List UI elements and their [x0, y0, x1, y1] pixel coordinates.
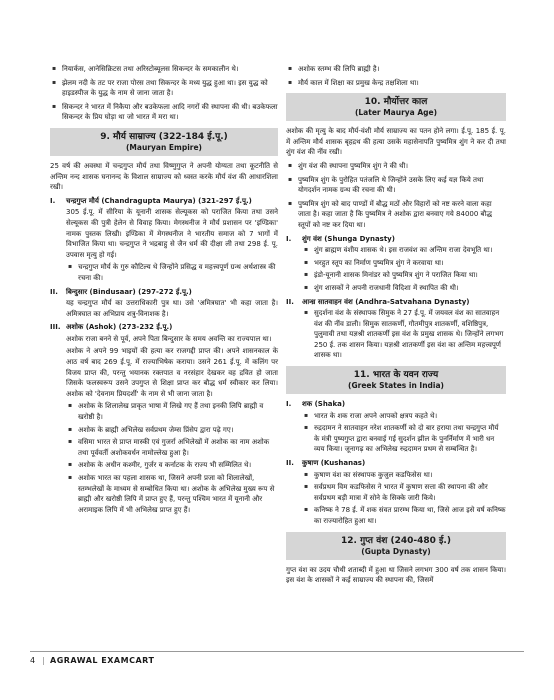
item-heading: शुंग वंश (Shunga Dynasty) — [302, 234, 395, 243]
item-number: II. — [286, 459, 294, 468]
list-item: ▪ झेलम नदी के तट पर राजा पोरस तथा सिकन्दर के मध्य युद्ध हुआ था। इस युद्ध को हाइडस्पीज के युद्ध के नाम से जाना जाता है। — [50, 78, 278, 99]
item-body — [286, 470, 506, 527]
item-number: I. — [50, 196, 56, 205]
numbered-heading — [50, 287, 278, 298]
section-subtitle: (Mauryan Empire) — [126, 142, 202, 152]
list-item: ▪ सर्वप्रथम विम कडफिसेस ने भारत में कुषाण सत्ता की स्थापना की और सर्वप्रथम बड़ी मात्रा में सोने के सिक्के जारी किये। — [302, 482, 506, 503]
numbered-heading — [50, 196, 278, 207]
numbered-heading — [286, 234, 506, 245]
item-heading: चन्द्रगुप्त मौर्य (Chandragupta Maurya) (321-297 ई.पू.) — [66, 196, 252, 205]
item-number: II. — [286, 297, 294, 306]
item-body — [286, 308, 506, 361]
section-subtitle: (Gupta Dynasty) — [361, 546, 431, 556]
item-body — [286, 411, 506, 455]
item-number: I. — [286, 400, 292, 409]
list-item: ▪ अशोक के ब्राह्मी अभिलेख सर्वप्रथम जेम्स प्रिंसेप द्वारा पढ़े गए। — [66, 425, 278, 436]
list-item: ▪ पुष्यमित्र शुंग के पुरोहित पतंजलि थे जिन्होंने उसके लिए कई यज्ञ किये तथा योगदर्शन नामक ग्रन्थ की रचना की थी। — [286, 175, 506, 196]
footer-divider: | — [42, 656, 45, 665]
paragraph: अशोक राजा बनने से पूर्व, अपने पिता बिन्दुसार के समय अवन्ति का राज्यपाल था। — [66, 334, 272, 343]
item-heading: बिन्दुसार (Bindusaar) (297-272 ई.पू.) — [66, 287, 192, 296]
list-item: ▪ शुंग वंश की स्थापना पुष्यमित्र शुंग ने की थी। — [286, 161, 506, 172]
paragraph: गुप्त वंश का उदय चौथी शताब्दी में हुआ था जिसने लगभग 300 वर्ष तक शासन किया। इस वंश के शासकों ने कई साम्राज्य की स्थापना की, जिसमें — [286, 565, 506, 585]
section-heading-11 — [286, 366, 506, 394]
section-subtitle: (Later Maurya Age) — [354, 108, 438, 118]
list-item: ▪ अशोक के शिलालेख प्राकृत भाषा में लिखे गए हैं तथा इनकी लिपि ब्राह्मी व खरोष्ठी है। — [66, 401, 278, 422]
list-item: ▪ कनिष्क ने 78 ई. में शक संवत प्रारम्भ किया था, जिसे आज इसे वर्ष कनिष्क का राज्यारोहित हुआ था। — [302, 505, 506, 526]
section-title: 9. मौर्य साम्राज्य (322-184 ई.पू.) — [100, 131, 228, 142]
numbered-heading — [286, 458, 506, 469]
list-item: ▪ सिकन्दर ने भारत में निकैया और बउकेफला आदि नगरों की स्थापना की थी। बउकेफला सिकन्दर के प्रिय घोड़ा था जो भारत में मरा था। — [50, 102, 278, 123]
list-item: ▪ चन्द्रगुप्त मौर्य के गुरु कौटिल्य थे जिन्होंने प्रसिद्ध व महत्त्वपूर्ण ग्रन्थ अर्थशास्त्र की रचना की। — [66, 262, 278, 283]
list-item: ▪ शुंग शासकों ने अपनी राजधानी विदिशा में स्थापित की थी। — [302, 283, 506, 294]
paragraph: यह चन्द्रगुप्त मौर्य का उत्तराधिकारी पुत्र था। उसे 'अमित्रघात' भी कहा जाता है। अमित्रघात का अभिप्राय शत्रु-विनाशक है। — [66, 299, 278, 318]
item-heading: शक (Shaka) — [302, 400, 346, 409]
list-item: ▪ भारत के शक राजा अपने आपको क्षत्रप कहते थे। — [302, 411, 506, 422]
list-item: ▪ अशोक भारत का पहला शासक था, जिसने अपनी प्रजा को शिलालेखों, स्तम्भलेखों के माध्यम से सम्बोधित किया था। अशोक के अभिलेख मुख्य रूप से ब्राह्मी और खरोष्ठी लिपि में प्राप्त हुए हैं, परन्तु पश्चिम भारत में यूनानी और अरामाइक लिपि में भी अभिलेख प्राप्त हुए हैं। — [66, 473, 278, 515]
list-item: ▪ नियार्कस, आनेसिक्रिटस तथा अरिस्टोब्यूलस सिकन्दर के समकालीन थे। — [50, 64, 278, 75]
right-column — [286, 64, 506, 589]
intro-paragraph: अशोक की मृत्यु के बाद मौर्य-वंशी मौर्य साम्राज्य का पतन होने लगा। ई.पू. 185 ई. पू. में अन्तिम मौर्य शासक बृहद्रथ की हत्या उसके महासेनापति पुष्यमित्र शुंग ने कर दी तथा शुंग वंश की नींव रखी। — [286, 127, 506, 157]
list-item: ▪ शुंग ब्राह्मण वंशीय शासक थे। इस राजवंश का अन्तिम राजा देवभूति था। — [302, 245, 506, 256]
section-title: 11. भारत के यवन राज्य — [353, 370, 439, 381]
item-number: I. — [286, 234, 292, 243]
list-item: ▪ मौर्य काल में शिक्षा का प्रमुख केन्द्र तक्षशिला था। — [286, 78, 506, 89]
section-heading-12 — [286, 532, 506, 560]
page-footer — [30, 651, 524, 666]
item-body — [50, 334, 278, 516]
list-item: ▪ पुष्यमित्र शुंग को बाद पाण्डों में बौद्ध मठों और विहारों को नष्ट करने वाला कहा जाता है। कहा जाता है कि पुष्यमित्र ने अशोक द्वारा बनवाए गये 84000 बौद्ध स्तूपों को नष्ट कर दिया था। — [286, 199, 506, 231]
section-title: 10. मौर्योत्तर काल — [364, 97, 428, 108]
numbered-heading — [50, 322, 278, 333]
intro-paragraph: 25 वर्ष की अवस्था में चन्द्रगुप्त मौर्य तथा विष्णुगुप्त ने अपनी योग्यता तथा कूटनीति से अन्तिम नन्द शासक घनानन्द के विशाल साम्राज्य को ध्वस्त करके मौर्य वंश की आधारशिला रखी। — [50, 161, 278, 192]
item-heading: अशोक (Ashok) (273-232 ई.पू.) — [66, 323, 173, 332]
item-body — [50, 207, 278, 283]
list-item: ▪ अशोक के अधीन कश्मीर, गुर्जर व कर्नाटक के राज्य भी सम्मिलित थे। — [66, 460, 278, 471]
left-column — [50, 64, 278, 517]
page-number: 4 — [30, 656, 36, 665]
section-heading-10 — [286, 93, 506, 121]
list-item: ▪ वसिमा भारत से प्राप्त मास्की एवं गुजर्रा अभिलेखों में अशोक का नाम अशोक तथा पूर्ववर्ती अशोकवर्धन नामोल्लेख हुआ है। — [66, 437, 278, 458]
item-heading: आन्ध्र सातवाहन वंश (Andhra-Satvahana Dynasty) — [302, 297, 470, 306]
section-title: 12. गुप्त वंश (240-480 ई.) — [341, 535, 451, 546]
item-heading: कुषाण (Kushanas) — [302, 459, 366, 468]
section-subtitle: (Greek States in India) — [348, 381, 444, 391]
list-item: ▪ सुदर्शना वंश के संस्थापक सिमुक ने 27 ई.पू. में जयवल वंश का सातवाहन वंश की नींव डाली। सिमुक सातकर्णी, गौतमीपुत्र शातकर्णी, वशिष्ठिपुत्र, पुलुमावी तथा यज्ञश्री शातकर्णी इस वंश के प्रमुख शासक थे। जिन्होंने लगभग 250 ई. तक शासन किया। यज्ञश्री शातकर्णी इस वंश का अन्तिम महत्त्वपूर्ण शासक था। — [302, 308, 506, 361]
numbered-heading — [286, 399, 506, 410]
list-item: ▪ इंडो-यूनानी शासक मिनांडर को पुष्यमित्र शुंग ने पराजित किया था। — [302, 270, 506, 281]
list-item: ▪ कुषाण वंश का संस्थापक कुजुल कडफिसेस था। — [302, 470, 506, 481]
paragraph: अशोक ने अपने 99 भाइयों की हत्या कर राजगद्दी प्राप्त की। अपने शासनकाल के आठ वर्ष बाद 269 ई.पू. में राज्याभिषेक कराया। उसने 261 ई.पू. में कलिंग पर विजय प्राप्त की, परन्तु भयानक रक्तपात व नरसंहार देखकर वह द्रवित हो जाता जिसके फलस्वरूप उसने उपगुप्त से शिक्षा प्राप्त कर बौद्ध धर्म स्वीकार कर लिया। अशोक को 'देवनाम प्रियदर्शी' के नाम से भी जाना जाता है। — [66, 347, 278, 398]
list-item: ▪ भरहुत स्तूप का निर्माण पुष्यमित्र शुंग ने करवाया था। — [302, 258, 506, 269]
item-body — [50, 298, 278, 319]
brand-name: AGRAWAL EXAMCART — [50, 656, 155, 665]
list-item: ▪ रुद्रदामन ने सातवाहन नरेश शातकर्णी को दो बार हराया तथा चन्द्रगुप्त मौर्य के मंत्री पुष्यगुप्त द्वारा बनवाई गई सुदर्शन झील के पुनर्निर्माण में भारी धन व्यय किया। जूनागढ़ का अभिलेख रुद्रदामन प्रथम से सम्बन्धित है। — [302, 423, 506, 455]
list-item: ▪ अशोक स्तम्भ की लिपि ब्राह्मी है। — [286, 64, 506, 75]
paragraph: 305 ई.पू. में सीरिया के यूनानी शासक सेल्यूकस को पराजित किया तथा उसने सेल्यूकस की पुत्री हेलेन से विवाह किया। मेगस्थनीज ने मौर्य प्रशासन पर 'इण्डिका' नामक पुस्तक लिखी। इण्डिका में मेगस्थनीज ने भारतीय समाज को 7 भागों में विभाजित किया था। चन्द्रगुप्त ने भद्रबाहु से जैन धर्म की दीक्षा ली तथा 298 ई. पू. उपवास मृत्यु हो गई। — [66, 208, 278, 259]
item-body — [286, 245, 506, 293]
section-heading-9 — [50, 128, 278, 156]
numbered-heading — [286, 297, 506, 308]
item-number: II. — [50, 287, 58, 296]
item-number: III. — [50, 323, 61, 332]
